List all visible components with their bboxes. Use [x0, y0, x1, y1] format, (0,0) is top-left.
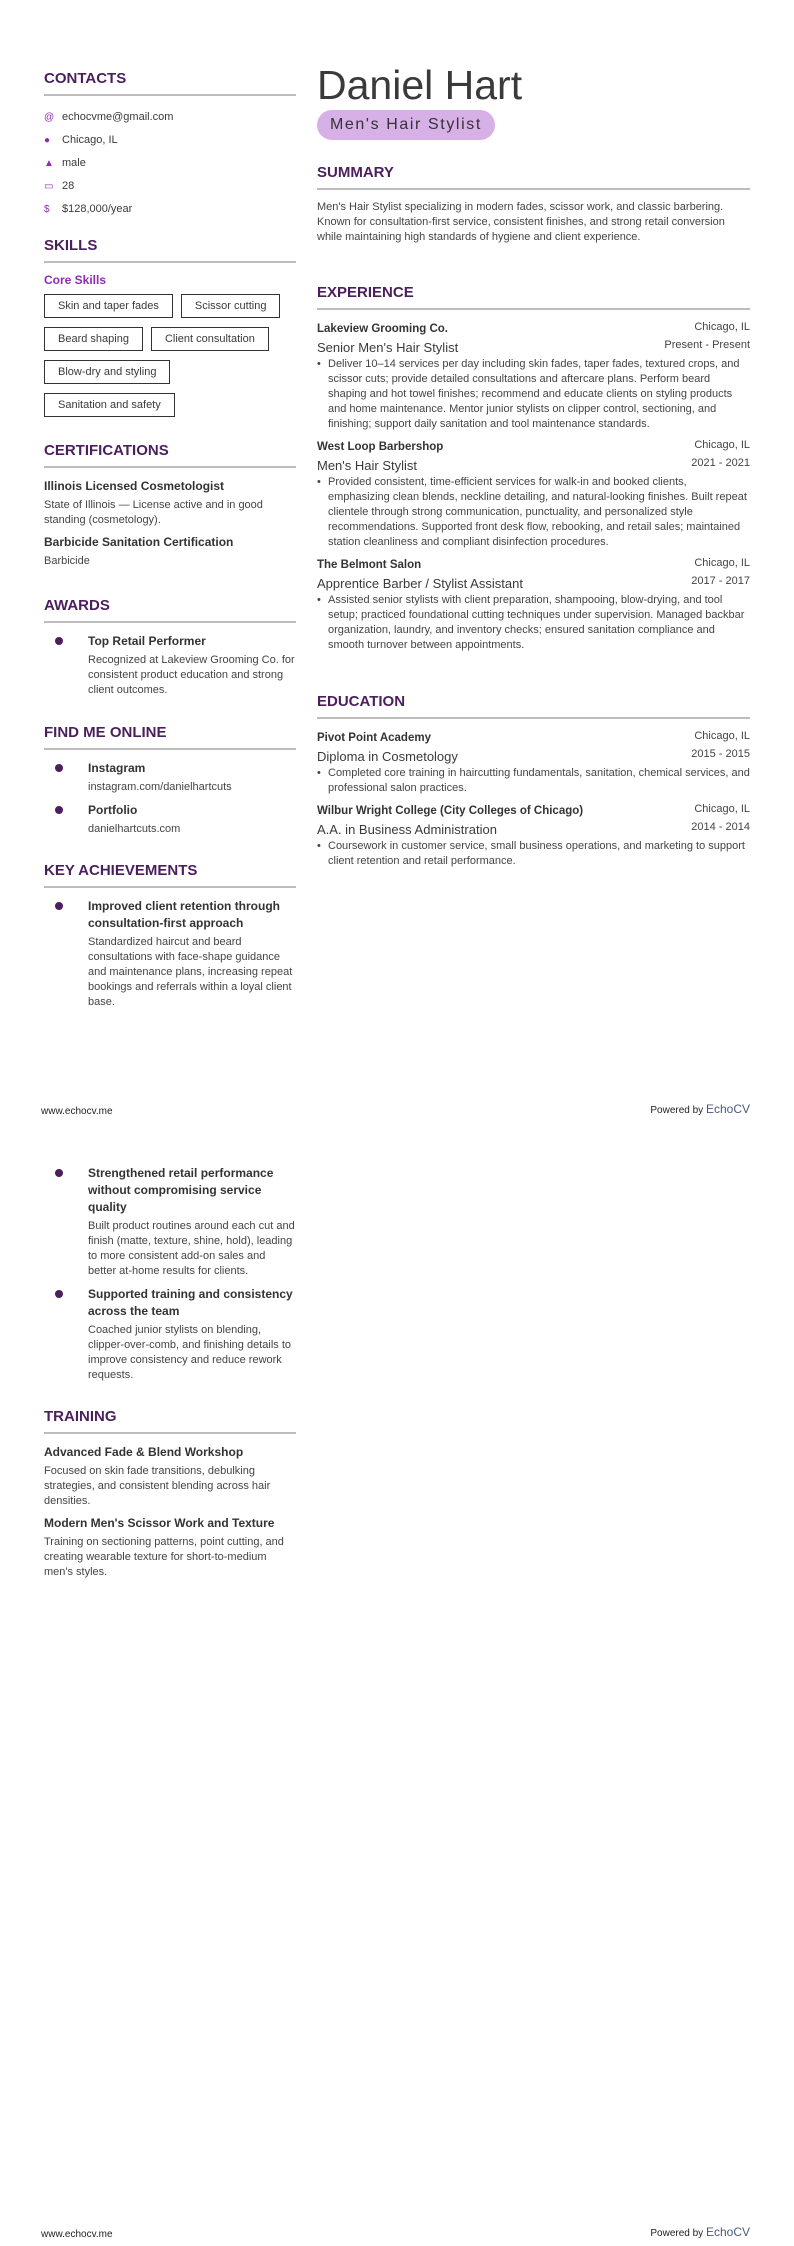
candidate-name: Daniel Hart [317, 62, 523, 108]
contact-text: Chicago, IL [62, 134, 118, 146]
company-name: Lakeview Grooming Co. [317, 323, 448, 335]
experience-item [317, 320, 750, 432]
experience-section [317, 284, 750, 659]
resume-header [317, 62, 750, 140]
school-location: Chicago, IL [694, 803, 750, 815]
award-name: Top Retail Performer [88, 634, 206, 648]
achievement-desc: Coached junior stylists on blending, clipper-over-comb, and finishing details to improve consistency and reduce rework requests. [88, 1324, 291, 1381]
contact-text: 28 [62, 180, 75, 192]
job-dates: 2021 - 2021 [691, 457, 750, 469]
education-bullet: • Completed core training in haircutting fundamentals, sanitation, chemical services, and professional salon practices. [317, 766, 750, 796]
education-item [317, 729, 750, 796]
skill-tag: Sanitation and safety [44, 393, 175, 417]
education-section [317, 693, 750, 875]
award-desc: Recognized at Lakeview Grooming Co. for consistent product education and strong client outcomes. [88, 654, 295, 696]
job-role: Men's Hair Stylist [317, 458, 418, 473]
achievement-name: Improved client retention through consultation-first approach [88, 899, 281, 930]
job-role: Apprentice Barber / Stylist Assistant [317, 576, 523, 591]
location-icon: ● [44, 135, 51, 146]
powered-by [650, 2225, 750, 2241]
education-item [317, 802, 750, 869]
contact-text: male [62, 157, 86, 169]
achievement-item [44, 1286, 296, 1383]
cert-name: Illinois Licensed Cosmetologist [44, 479, 225, 493]
company-name: The Belmont Salon [317, 559, 422, 571]
achievement-item [44, 1165, 296, 1279]
skill-tag: Scissor cutting [181, 294, 281, 318]
section-heading: EDUCATION [317, 693, 750, 719]
school-location: Chicago, IL [694, 730, 750, 742]
achievement-desc: Built product routines around each cut and finish (matte, texture, shine, hold), leading to more consistent add-on sales and better at-home results for clients. [88, 1220, 295, 1277]
contact-salary [44, 198, 296, 221]
achievement-name: Supported training and consistency across the team [88, 1287, 293, 1318]
training-section [44, 1408, 296, 1580]
job-location: Chicago, IL [694, 557, 750, 569]
job-dates: Present - Present [664, 339, 750, 351]
person-icon: ▲ [44, 158, 54, 169]
footer-site-link[interactable]: www.echocv.me [41, 1106, 113, 1117]
company-name: West Loop Barbershop [317, 441, 444, 453]
powered-by [650, 1102, 750, 1118]
powered-label: Powered by [650, 2228, 704, 2239]
job-bullet: • Assisted senior stylists with client preparation, shampooing, blow-drying, and tool setup; practiced foundational cutting techniques under supervision. Managed backbar organization, laundry, and inventory checks; ensured sanitation compliance and smooth turnover between appointments. [317, 593, 750, 653]
skill-group-title: Core Skills [44, 273, 107, 287]
section-heading: CONTACTS [44, 70, 296, 96]
job-dates: 2017 - 2017 [691, 575, 750, 587]
experience-item [317, 556, 750, 653]
school-name: Pivot Point Academy [317, 732, 431, 744]
online-item [44, 802, 296, 837]
section-heading: SUMMARY [317, 164, 750, 190]
skills-section [44, 237, 296, 417]
contact-gender [44, 152, 296, 175]
achievement-name: Strengthened retail performance without compromising service quality [88, 1166, 274, 1214]
cert-name: Barbicide Sanitation Certification [44, 535, 234, 549]
contact-age [44, 175, 296, 198]
online-link[interactable]: danielhartcuts.com [88, 823, 181, 835]
section-heading: SKILLS [44, 237, 296, 263]
experience-item [317, 438, 750, 550]
awards-section [44, 597, 296, 705]
brand-link[interactable]: EchoCV [705, 1102, 750, 1116]
job-role: Senior Men's Hair Stylist [317, 340, 459, 355]
section-heading: CERTIFICATIONS [44, 442, 296, 468]
education-bullet: • Coursework in customer service, small business operations, and marketing to support client retention and retail performance. [317, 839, 750, 869]
calendar-icon: ▭ [44, 181, 54, 192]
section-heading: EXPERIENCE [317, 284, 750, 310]
contact-text: $128,000/year [62, 203, 133, 215]
brand-link[interactable]: EchoCV [705, 2225, 750, 2239]
skill-tag: Beard shaping [44, 327, 143, 351]
bullet-icon [55, 1290, 63, 1298]
achievements-section [44, 862, 296, 1017]
contacts-section [44, 70, 296, 221]
online-item [44, 760, 296, 795]
cert-desc: State of Illinois — License active and in good standing (cosmetology). [44, 499, 263, 526]
bullet-icon [55, 764, 63, 772]
footer-site-link[interactable]: www.echocv.me [41, 2229, 113, 2240]
online-name: Portfolio [88, 803, 138, 817]
contact-location [44, 129, 296, 152]
job-bullet: • Provided consistent, time-efficient services for walk-in and booked clients, emphasizing clean blends, neckline detailing, and natural-looking finishes. Built repeat clientele through strong communication, punctuality, and personalized style recommendations. Supported front desk flow, rebooking, and retail sales; maintained station cleanliness and compliant disinfection procedures. [317, 475, 750, 550]
at-icon: @ [44, 112, 55, 123]
achievements-continued [44, 1165, 296, 1390]
certifications-section [44, 442, 296, 569]
degree: Diploma in Cosmetology [317, 749, 458, 764]
award-item [44, 633, 296, 698]
skill-tag: Client consultation [151, 327, 269, 351]
job-location: Chicago, IL [694, 321, 750, 333]
online-name: Instagram [88, 761, 146, 775]
achievement-item [44, 898, 296, 1010]
online-section [44, 724, 296, 844]
summary-section [317, 164, 750, 245]
bullet-icon [55, 806, 63, 814]
contact-text: echocvme@gmail.com [62, 111, 174, 123]
training-name: Advanced Fade & Blend Workshop [44, 1445, 244, 1459]
school-name: Wilbur Wright College (City Colleges of Chicago) [317, 805, 584, 817]
job-bullet: • Deliver 10–14 services per day including skin fades, taper fades, textured crops, and scissor cuts; provide detailed consultations and aftercare plans. Perform beard shaping and hot towel finishes; recommend and educate clients on styling products and home maintenance. Mentor junior stylists on clipper control, sectioning, and finishing; support daily sanitation and tool maintenance standards. [317, 357, 750, 432]
bullet-icon [55, 1169, 63, 1177]
section-heading: KEY ACHIEVEMENTS [44, 862, 296, 888]
contact-email [44, 106, 296, 129]
skill-tag: Blow-dry and styling [44, 360, 170, 384]
dollar-icon: $ [44, 204, 50, 215]
degree: A.A. in Business Administration [317, 822, 497, 837]
education-dates: 2014 - 2014 [691, 821, 750, 833]
skill-tag: Skin and taper fades [44, 294, 173, 318]
powered-label: Powered by [650, 1105, 704, 1116]
online-link[interactable]: instagram.com/danielhartcuts [88, 781, 232, 793]
section-heading: FIND ME ONLINE [44, 724, 296, 750]
achievement-desc: Standardized haircut and beard consultations with face-shape guidance and maintenance plans, increasing repeat bookings and referrals within a loyal client base. [88, 936, 293, 1008]
job-title-badge: Men's Hair Stylist [317, 110, 495, 140]
training-name: Modern Men's Scissor Work and Texture [44, 1516, 275, 1530]
section-heading: TRAINING [44, 1408, 296, 1434]
training-desc: Training on sectioning patterns, point cutting, and creating wearable texture for short-to-medium men's styles. [44, 1536, 284, 1578]
bullet-icon [55, 637, 63, 645]
cert-desc: Barbicide [44, 555, 90, 567]
summary-text: Men's Hair Stylist specializing in modern fades, scissor work, and classic barbering. Known for consultation-first service, consistent finishes, and strong retail conversion while maintaining high standards of hygiene and client experience. [317, 201, 725, 243]
education-dates: 2015 - 2015 [691, 748, 750, 760]
section-heading: AWARDS [44, 597, 296, 623]
training-desc: Focused on skin fade transitions, debulking strategies, and consistent blending across hair densities. [44, 1465, 271, 1507]
job-location: Chicago, IL [694, 439, 750, 451]
bullet-icon [55, 902, 63, 910]
